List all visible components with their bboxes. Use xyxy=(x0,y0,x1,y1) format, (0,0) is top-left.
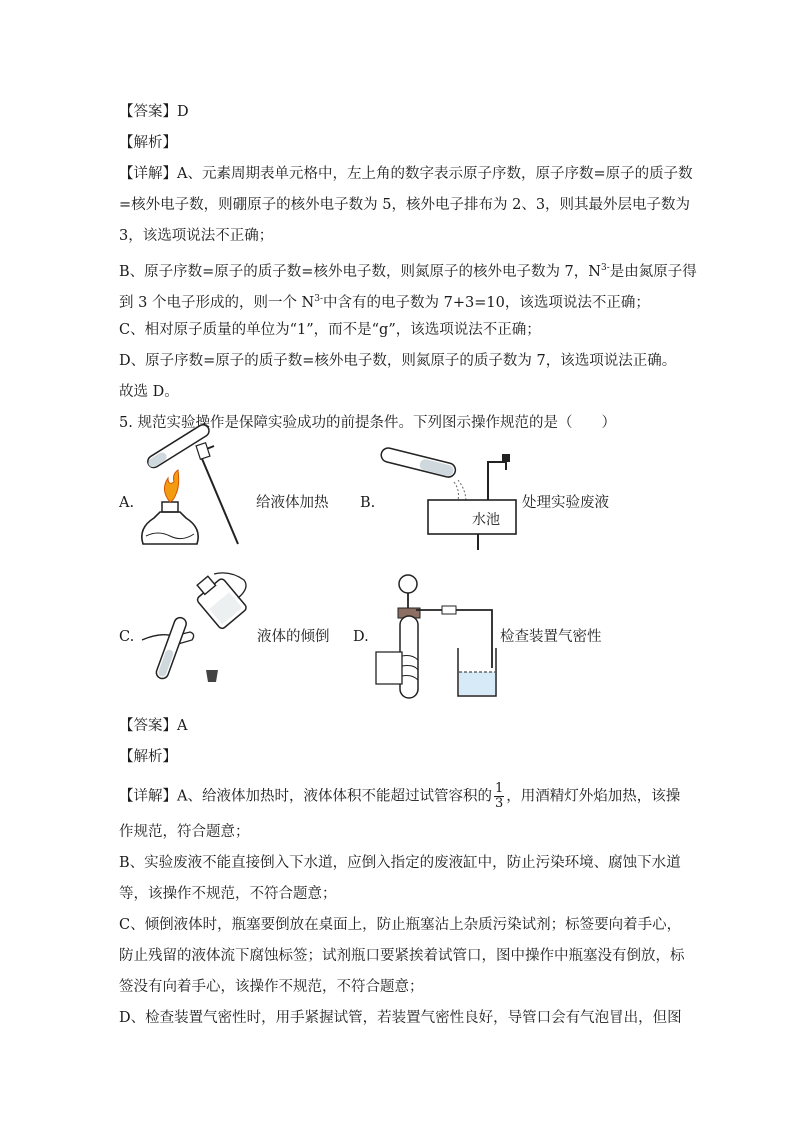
option-b-text: 处理实验废液 xyxy=(522,495,609,511)
option-d-text: 检查装置气密性 xyxy=(500,629,602,645)
question-5: 5. 规范实验操作是保障实验成功的前提条件。下列图示操作规范的是（ ） xyxy=(119,415,616,431)
option-c-letter: C. xyxy=(119,629,135,645)
option-c-text: 液体的倾倒 xyxy=(257,629,330,645)
analysis-heading: 【解析】 xyxy=(119,749,177,765)
option-b-letter: B. xyxy=(360,495,376,511)
detail-line: 到 3 个电子形成的，则一个 $N^{3-}$中含有的电子数为 7+3=10，该选项说法不正确； xyxy=(119,294,650,311)
sink-waste-icon xyxy=(380,450,520,552)
detail-line: 故选 D。 xyxy=(119,384,179,400)
detail-line: 签没有向着手心，该操作不规范，不符合题意； xyxy=(119,979,424,995)
detail-line: 防止残留的液体流下腐蚀标签；试剂瓶口要紧挨着试管口，图中操作中瓶塞没有倒放，标 xyxy=(119,948,685,964)
answer-value: D xyxy=(177,104,189,120)
detail-line: 等，该操作不规范，不符合题意； xyxy=(119,886,337,902)
airtightness-check-icon xyxy=(372,568,500,702)
pouring-liquid-icon xyxy=(140,570,256,688)
detail-line: =核外电子数，则硼原子的核外电子数为 5，核外电子排布为 2、3，则其最外层电子数为 xyxy=(119,197,691,213)
detail-line: C、倾倒液体时，瓶塞要倒放在桌面上，防止瓶塞沾上杂质污染试剂；标签要向着手心， xyxy=(119,917,682,933)
detail-line: 作规范，符合题意； xyxy=(119,824,250,840)
detail-line: C、相对原子质量的单位为“1”，而不是“g”，该选项说法不正确； xyxy=(119,322,541,338)
detail-line: 【详解】A、元素周期表单元格中，左上角的数字表示原子序数，原子序数=原子的质子数 xyxy=(119,166,693,182)
answer-tag: 【答案】 xyxy=(119,104,177,120)
sink-label: 水池 xyxy=(472,512,500,528)
detail-line: 3，该选项说法不正确； xyxy=(119,228,274,244)
answer-tag: 【答案】 xyxy=(119,718,177,734)
detail-line: D、原子序数=原子的质子数=核外电子数，则氮原子的质子数为 7，该选项说法正确。 xyxy=(119,353,677,369)
detail-line: B、实验废液不能直接倒入下水道，应倒入指定的废液缸中，防止污染环境、腐蚀下水道 xyxy=(119,855,681,871)
option-a-text: 给液体加热 xyxy=(256,495,329,511)
option-a-letter: A. xyxy=(119,495,135,511)
alcohol-lamp-heating-icon xyxy=(138,436,248,558)
answer-value: A xyxy=(177,718,188,734)
detail-line: 【详解】A、给液体加热时，液体体积不能超过试管容积的 $\frac{1}{3}$ ，用酒精灯外焰加热，该操 xyxy=(119,781,681,811)
fraction-one-third: $\frac{1}{3}$ xyxy=(494,781,504,811)
detail-line: D、检查装置气密性时，用手紧握试管，若装置气密性良好，导管口会有气泡冒出，但图 xyxy=(119,1010,682,1026)
analysis-heading: 【解析】 xyxy=(119,135,177,151)
answer-line xyxy=(119,102,189,122)
detail-line: B、原子序数=原子的质子数=核外电子数，则氮原子的核外电子数为 7，$N^{3-}$是由氮原子得 xyxy=(119,263,697,280)
answer-line xyxy=(119,716,187,736)
option-d-letter: D. xyxy=(353,629,369,645)
